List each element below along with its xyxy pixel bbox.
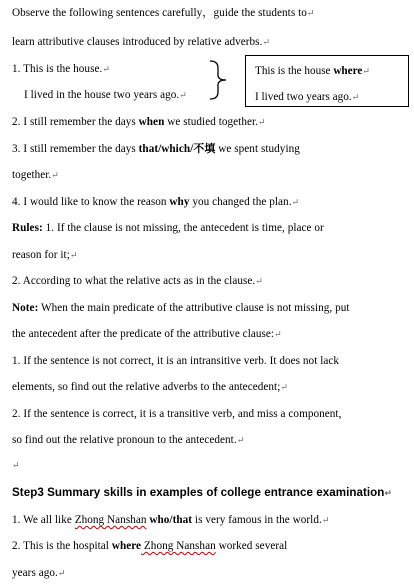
note-item1-line2: elements, so find out the relative adverbs to the antecedent;↵ — [12, 381, 288, 393]
combined-sentence-line2: I lived two years ago.↵ — [255, 91, 360, 103]
rules-line2: reason for it;↵ — [12, 249, 78, 261]
example-2: 2. I still remember the days when we studied together.↵ — [12, 116, 266, 128]
note-line2: the antecedent after the predicate of the attributive clause:↵ — [12, 328, 282, 340]
note-item2-line2: so find out the relative pronoun to the antecedent.↵ — [12, 434, 245, 446]
paragraph-mark: ↵ — [351, 92, 360, 102]
example-3-line2: together.↵ — [12, 169, 59, 181]
example-1-sentence-a: 1. This is the house.↵ — [12, 63, 110, 75]
paragraph-mark: ↵ — [258, 117, 266, 127]
exam-question-2-line1: 2. This is the hospital where Zhong Nanshan worked several — [12, 540, 288, 552]
paragraph-mark: ↵ — [236, 435, 245, 445]
combined-sentence-box — [245, 55, 409, 107]
paragraph-intro-line2: learn attributive clauses introduced by relative adverbs.↵ — [12, 36, 271, 48]
paragraph-mark: ↵ — [384, 488, 393, 498]
paragraph-mark: ↵ — [51, 170, 59, 180]
paragraph-intro-line1: Observe the following sentences carefully，guide the students to↵ — [12, 7, 315, 19]
paragraph-mark: ↵ — [255, 276, 263, 286]
note-item2-line1: 2. If the sentence is correct, it is a transitive verb, and miss a component, — [12, 408, 342, 420]
note-line1: Note: When the main predicate of the attributive clause is not missing, put — [12, 302, 350, 314]
paragraph-mark: ↵ — [274, 329, 282, 339]
rules-line3: 2. According to what the relative acts as in the clause.↵ — [12, 275, 263, 287]
paragraph-mark: ↵ — [291, 197, 300, 207]
paragraph-mark: ↵ — [12, 460, 20, 470]
paragraph-mark: ↵ — [262, 37, 271, 47]
exam-question-1: 1. We all like Zhong Nanshan who/that is very famous in the world.↵ — [12, 514, 330, 526]
example-3-line1: 3. I still remember the days that/which/不填 we spent studying — [12, 142, 300, 155]
empty-paragraph — [12, 458, 20, 472]
rules-line1: Rules: 1. If the clause is not missing, the antecedent is time, place or — [12, 222, 324, 234]
example-1-sentence-b: I lived in the house two years ago.↵ — [24, 89, 187, 101]
combined-sentence-line1: This is the house where↵ — [255, 65, 370, 77]
example-4: 4. I would like to know the reason why you changed the plan.↵ — [12, 196, 300, 208]
paragraph-mark: ↵ — [306, 8, 315, 18]
paragraph-mark: ↵ — [321, 515, 330, 525]
exam-question-2-line2: years ago.↵ — [12, 567, 66, 579]
paragraph-mark: ↵ — [102, 64, 110, 74]
paragraph-mark: ↵ — [69, 250, 78, 260]
paragraph-mark: ↵ — [280, 382, 288, 392]
right-brace-icon — [208, 60, 230, 100]
note-item1-line1: 1. If the sentence is not correct, it is an intransitive verb. It does not lack — [12, 355, 340, 367]
paragraph-mark: ↵ — [57, 568, 66, 578]
step3-heading: Step3 Summary skills in examples of college entrance examination↵ — [12, 486, 393, 499]
paragraph-mark: ↵ — [362, 66, 370, 76]
paragraph-mark: ↵ — [179, 90, 187, 100]
